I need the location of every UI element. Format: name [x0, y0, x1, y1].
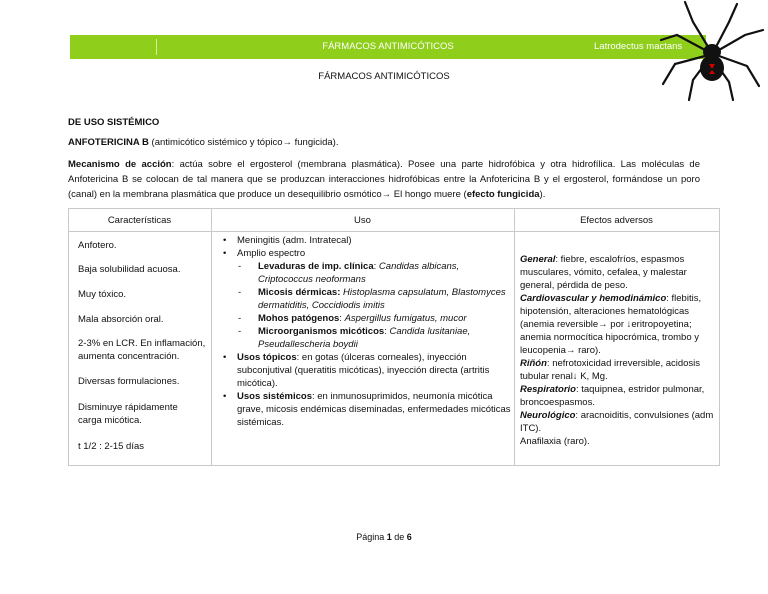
sub-item: - Mohos patógenos: Aspergillus fumigatus, mucor	[238, 313, 467, 324]
list-item: • Amplio espectro	[223, 248, 306, 259]
use-list	[218, 234, 518, 429]
char-item: 2-3% en LCR. En inflamación,	[78, 338, 206, 349]
adverse-anaphylaxis: Anafilaxia (raro).	[520, 436, 590, 447]
page-number: 1	[386, 532, 392, 542]
page-title: FÁRMACOS ANTIMICÓTICOS	[318, 71, 450, 82]
sub-item: - Microorganismos micóticos: Candida lusitaniae, Pseudallescheria boydii	[238, 326, 471, 350]
mechanism-text: : actúa sobre el ergosterol (membrana plasmática). Posee una parte hidrofóbica y otra hidrofílica. Las moléculas de Anfotericina B se colocan de tal manera que se produzcan interacciones hidrofóbicas entre la Anfotericina B y el ergosterol, formándose un poro (canal) en la membrana plasmática que produce un desequilibrio osmótico→ El hongo muere (	[68, 159, 700, 200]
header-author: Latrodectus mactans	[594, 41, 683, 52]
page-footer: Página 1 de 6	[356, 532, 412, 542]
adverse-respiratory: Respiratorio: taquipnea, estridor pulmonar, broncoespasmos.	[520, 384, 705, 408]
char-item: Mala absorción oral.	[78, 314, 164, 325]
page-total: 6	[406, 532, 412, 542]
mechanism-end: ).	[539, 189, 546, 200]
col-header-use: Uso	[354, 215, 371, 226]
table-border-top	[68, 208, 720, 209]
char-item: Anfotero.	[78, 240, 117, 251]
spider-icon	[655, 0, 768, 102]
char-item: t 1/2 : 2-15 días	[78, 441, 145, 452]
header-title: FÁRMACOS ANTIMICÓTICOS	[322, 41, 454, 52]
section-heading: DE USO SISTÉMICO	[68, 117, 160, 128]
mechanism-label: Mecanismo de acción	[68, 159, 172, 170]
drug-line	[68, 137, 338, 148]
mechanism-paragraph	[68, 157, 700, 202]
sub-item: - Levaduras de imp. clínica: Candidas albicans, Criptococcus neoformans	[238, 261, 460, 285]
list-item: • Usos tópicos: en gotas (úlceras corneales), inyección subconjutival (queratitis micóticas), inyección directa (artritis micótica).	[223, 352, 490, 389]
char-item: Muy tóxico.	[78, 289, 127, 300]
table-border-right	[719, 208, 720, 466]
mechanism-effect: efecto fungicida	[466, 189, 540, 200]
table-border-bottom	[68, 465, 720, 466]
adverse-general: General: fiebre, escalofríos, espasmos musculares, vómito, cefalea, y malestar general, pérdida de peso.	[520, 254, 687, 291]
sub-item: - Micosis dérmicas: Histoplasma capsulatum, Blastomyces dermatiditis, Coccidiodis imitis	[238, 287, 506, 311]
drug-name: ANFOTERICINA B	[68, 137, 149, 148]
list-item: • Meningitis (adm. Intratecal)	[223, 235, 352, 246]
char-item: Baja solubilidad acuosa.	[78, 264, 181, 275]
table-border-left	[68, 208, 69, 466]
table-col-divider-1	[211, 208, 212, 466]
adverse-effects	[520, 253, 715, 448]
adverse-cardio: Cardiovascular y hemodinámico: flebitis, hipotensión, alteraciones hematológicas (anemia reversible→ por ↓eritropoyetina; anemia normocítica hipocrómica, trombo y leucopenia→ raro).	[520, 293, 702, 356]
adverse-neuro: Neurológico: aracnoiditis, convulsiones (adm ITC).	[520, 410, 714, 434]
col-header-characteristics: Características	[107, 215, 172, 226]
char-item: Diversas formulaciones.	[78, 376, 180, 387]
list-item: • Usos sistémicos: en inmunosuprimidos, neumonía micótica grave, micosis endémicas diseminadas, enfermedades micóticas sistémicas.	[223, 391, 511, 428]
char-item: carga micótica.	[78, 415, 142, 426]
adverse-kidney: Riñón: nefrotoxicidad irreversible, acidosis tubular renal↓ K, Mg.	[520, 358, 701, 382]
drug-desc: (antimicótico sistémico y tópico→ fungicida).	[148, 137, 339, 148]
char-item: aumenta concentración.	[78, 351, 180, 362]
table-header-divider	[68, 231, 720, 232]
drug-table	[68, 208, 720, 466]
header-bar	[70, 35, 706, 59]
col-header-adverse: Efectos adversos	[580, 215, 653, 226]
char-item: Disminuye rápidamente	[78, 402, 178, 413]
